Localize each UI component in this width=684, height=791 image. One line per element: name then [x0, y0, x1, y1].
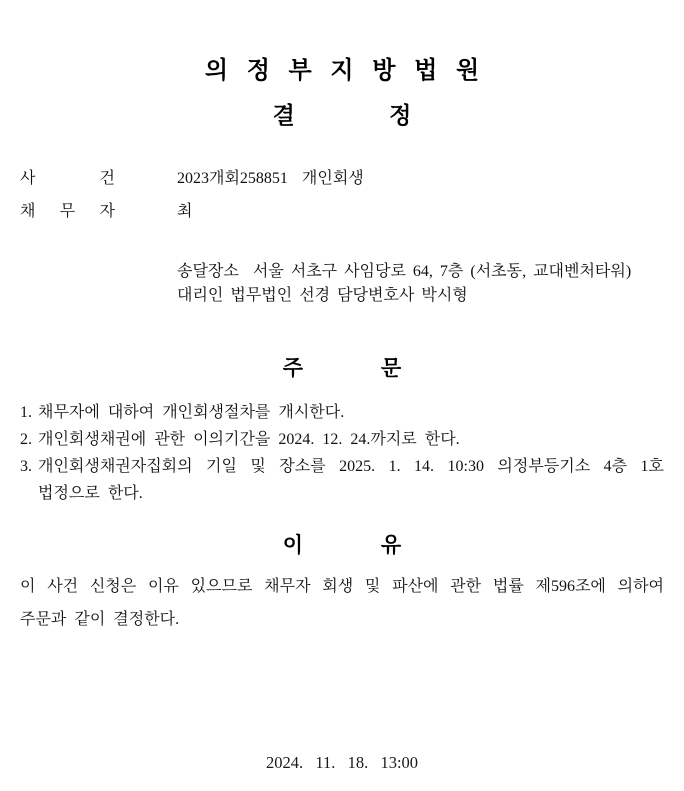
service-info-block [177, 260, 664, 308]
debtor-name-value: 최 [177, 203, 193, 221]
service-address-line: 송달장소 서울 서초구 사임당로 64, 7층 (서초동, 교대벤처타워) [177, 263, 632, 281]
case-label: 사 건 [20, 170, 115, 188]
order-item-text: 개인회생채권에 관한 이의기간을 2024. 12. 24.까지로 한다. [38, 431, 460, 449]
decision-datetime: 2024. 11. 18. 13:00 [265, 753, 419, 772]
order-item-number: 3. [20, 458, 32, 476]
document-body [0, 57, 684, 636]
order-item [20, 426, 664, 453]
order-item-text: 개인회생채권자집회의 기일 및 장소를 2025. 1. 14. 10:30 의정부등기소 4층 1호 [38, 458, 664, 476]
case-number-value: 2023개회258851 개인회생 [177, 170, 364, 188]
case-number-row [20, 162, 664, 195]
order-list [20, 399, 664, 507]
document-type-title: 결 정 [272, 101, 412, 128]
order-heading: 주 문 [282, 357, 402, 381]
debtor-row [20, 195, 664, 228]
order-item [20, 453, 664, 507]
reason-text [20, 570, 664, 636]
reason-text-line: 이 사건 신청은 이유 있으므로 채무자 회생 및 파산에 관한 법률 제596조에 의하여 [20, 578, 664, 596]
debtor-label: 채 무 자 [20, 203, 115, 221]
order-item-number: 1. [20, 404, 32, 422]
order-item-text: 채무자에 대하여 개인회생절차를 개시한다. [38, 404, 345, 422]
attorney-line: 대리인 법무법인 선경 담당변호사 박시형 [177, 287, 468, 305]
reason-text-line: 주문과 같이 결정한다. [20, 611, 180, 629]
order-item-number: 2. [20, 431, 32, 449]
reason-heading: 이 유 [282, 534, 402, 558]
order-item [20, 399, 664, 426]
order-item-text-continued: 법정으로 한다. [38, 485, 143, 503]
case-info-block [20, 162, 664, 228]
court-name-title: 의 정 부 지 방 법 원 [204, 57, 480, 84]
